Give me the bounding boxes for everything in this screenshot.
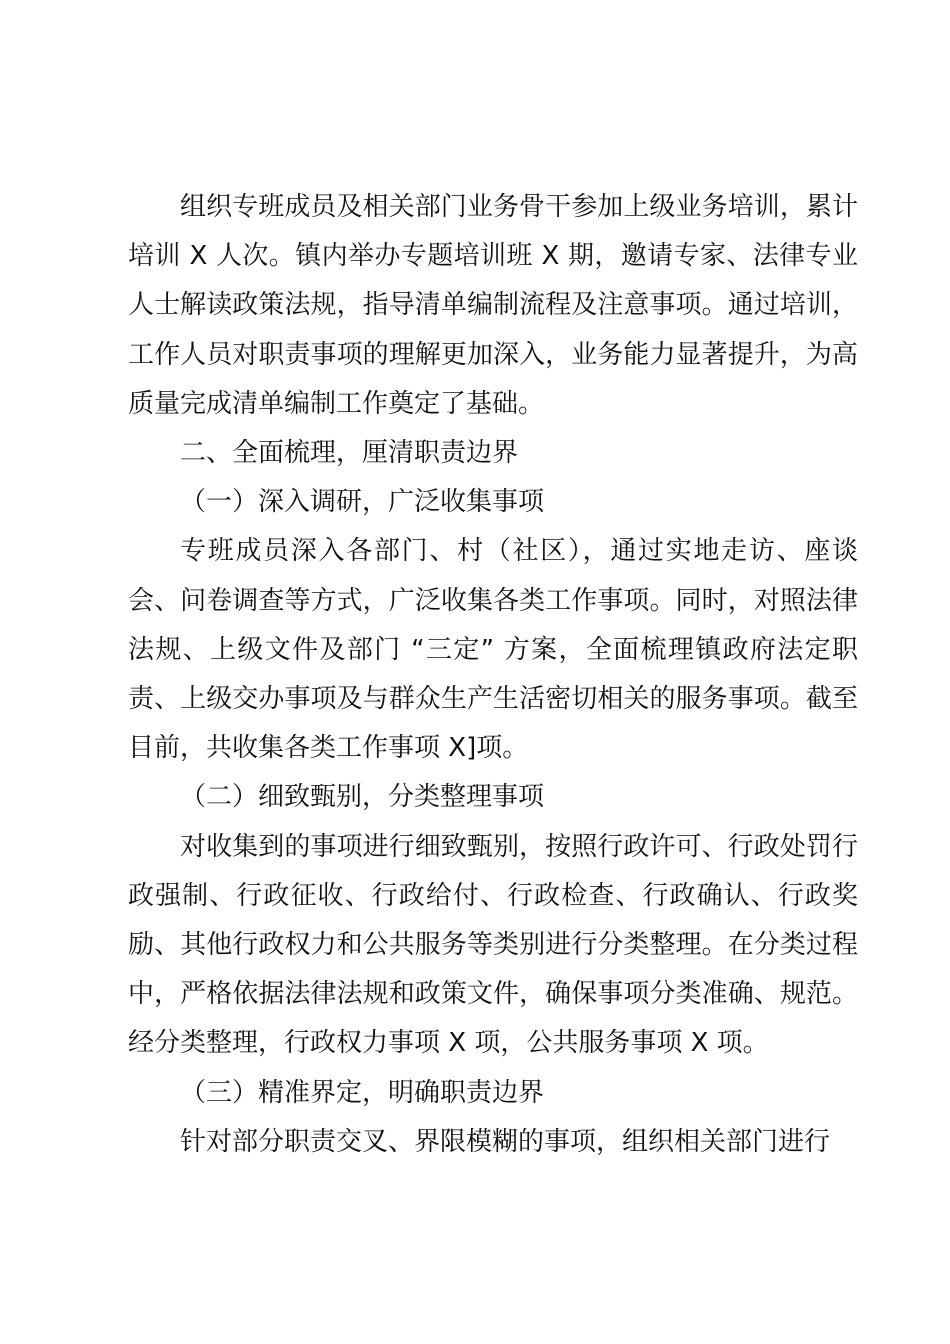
paragraph-classification: 对收集到的事项进行细致甄别，按照行政许可、行政处罚行政强制、行政征收、行政给付、行政检查、行政确认、行政奖励、其他行政权力和公共服务等类别进行分类整理。在分类过程中，严格依据法律法规和政策文件，确保事项分类准确、规范。经分类整理，行政权力事项 X 项，公共服务事项 X 项。: [128, 831, 858, 1059]
subsection-heading-2: （二）细致甄别，分类整理事项: [180, 782, 545, 813]
subsection-heading-3: （三）精准界定，明确职责边界: [180, 1077, 545, 1108]
paragraph-training: 组织专班成员及相关部门业务骨干参加上级业务培训，累计培训 X 人次。镇内举办专题培训班 X 期，邀请专家、法律专业人士解读政策法规，指导清单编制流程及注意事项。通过培训，工作人员对职责事项的理解更加深入，业务能力显著提升，为高质量完成清单编制工作奠定了基础。: [128, 192, 858, 419]
subsection-heading-1: （一）深入调研，广泛收集事项: [180, 487, 545, 518]
section-heading-2: 二、全面梳理，厘清职责边界: [180, 438, 519, 469]
paragraph-boundary: 针对部分职责交叉、界限模糊的事项，组织相关部门进行: [180, 1126, 831, 1157]
paragraph-research: 专班成员深入各部门、村（社区），通过实地走访、座谈会、问卷调查等方式，广泛收集各类工作事项。同时，对照法律法规、上级文件及部门 “三定” 方案，全面梳理镇政府法定职责、上级交办事项及与群众生产生活密切相关的服务事项。截至目前，共收集各类工作事项 X]项。: [128, 536, 858, 764]
document-body: [128, 183, 858, 1167]
